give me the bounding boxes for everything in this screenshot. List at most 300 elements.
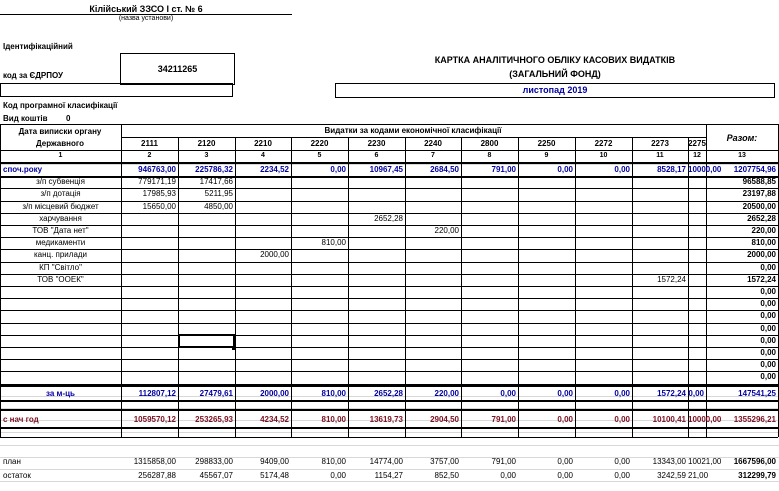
value-cell-2111[interactable] [121,347,176,359]
value-cell-2210[interactable] [235,225,289,237]
value-cell-2111[interactable]: 15650,00 [142,202,176,211]
code-header-2272: 2272 [594,139,613,148]
value-cell-2800[interactable] [461,359,516,371]
value-cell-2250[interactable] [518,201,573,213]
value-cell-2210[interactable] [235,237,289,249]
value-cell-2272[interactable] [575,335,630,347]
value-cell-2800[interactable] [461,213,516,225]
value-cell-2220[interactable] [291,359,346,371]
value-cell-2800[interactable] [461,237,516,249]
rule [632,427,633,437]
value-cell-2800[interactable] [461,323,516,335]
value-cell-2272[interactable] [575,262,630,274]
value-cell-2273[interactable] [632,225,686,237]
value-cell-2120[interactable] [178,262,233,274]
value-cell-2230[interactable]: 14774,00 [369,457,403,466]
value-cell-2240[interactable] [405,213,459,225]
value-cell-2220[interactable]: 810,00 [321,415,346,424]
month-value: листопад 2019 [522,85,588,95]
value-cell-2275[interactable] [688,249,704,261]
value-cell-2111[interactable] [121,359,176,371]
value-cell-2275[interactable]: 10000,00 [688,415,722,424]
column-number: 3 [204,152,209,159]
value-cell-2273[interactable] [632,176,686,188]
code-header-2240: 2240 [424,139,442,148]
value-cell-2220[interactable] [291,262,346,274]
value-cell-2800[interactable] [461,347,516,359]
value-cell-2210[interactable] [235,274,289,286]
ident-label: Ідентифікаційний [3,42,73,51]
value-cell-2800[interactable] [461,201,516,213]
school-caption: (назва установи) [118,15,174,22]
value-cell-2800[interactable] [461,335,516,347]
value-cell-2250[interactable]: 0,00 [557,165,573,174]
value-cell-2210[interactable] [235,335,289,347]
value-cell-2230[interactable] [348,237,403,249]
value-cell-2272[interactable]: 0,00 [614,165,630,174]
value-cell-2111[interactable] [121,213,176,225]
value-cell-2240[interactable] [405,335,459,347]
value-cell-2273[interactable] [632,371,686,383]
value-cell-2210[interactable] [235,310,289,322]
value-cell-2220[interactable]: 0,00 [330,471,346,480]
value-cell-2220[interactable] [291,310,346,322]
value-cell-2111[interactable] [121,225,176,237]
value-cell-2230[interactable] [348,286,403,298]
value-cell-2273[interactable] [632,347,686,359]
fill-handle[interactable] [232,346,236,350]
value-cell-2111[interactable] [121,298,176,310]
value-cell-2240[interactable] [405,298,459,310]
value-cell-2210[interactable] [235,298,289,310]
value-cell-2220[interactable] [291,298,346,310]
value-cell-2275[interactable]: 0,00 [688,389,704,398]
value-cell-2240[interactable]: 220,00 [434,389,459,398]
value-cell-2250[interactable] [518,298,573,310]
row-total[interactable]: 312299,79 [738,471,776,480]
value-cell-2800[interactable] [461,262,516,274]
value-cell-2220[interactable] [291,225,346,237]
group-header: Видатки за кодами економічної класифікації [324,126,502,135]
row-total[interactable]: 220,00 [751,226,776,235]
value-cell-2120[interactable]: 17417,66 [199,177,233,186]
value-cell-2275[interactable] [688,201,704,213]
value-cell-2250[interactable] [518,213,573,225]
value-cell-2275[interactable] [688,262,704,274]
value-cell-2120[interactable] [178,225,233,237]
value-cell-2273[interactable] [632,323,686,335]
value-cell-2275[interactable] [688,298,704,310]
row-total[interactable]: 1572,24 [747,275,776,284]
value-cell-2272[interactable] [575,323,630,335]
value-cell-2800[interactable] [461,286,516,298]
value-cell-2800[interactable] [461,176,516,188]
value-cell-2275[interactable] [688,359,704,371]
value-cell-2800[interactable]: 791,00 [491,457,516,466]
value-cell-2800[interactable]: 0,00 [500,471,516,480]
value-cell-2250[interactable] [518,371,573,383]
value-cell-2273[interactable]: 13343,00 [652,457,686,466]
value-cell-2273[interactable] [632,359,686,371]
value-cell-2250[interactable] [518,347,573,359]
rule [518,427,519,437]
value-cell-2230[interactable] [348,359,403,371]
value-cell-2230[interactable]: 2652,28 [374,214,403,223]
value-cell-2275[interactable]: 21,00 [688,471,709,480]
value-cell-2250[interactable]: 0,00 [557,389,573,398]
value-cell-2220[interactable] [291,213,346,225]
value-cell-2111[interactable]: 112807,12 [138,389,176,398]
row-label [0,310,121,322]
row-total[interactable]: 0,00 [760,311,776,320]
value-cell-2230[interactable]: 1154,27 [374,471,403,480]
value-cell-2240[interactable] [405,176,459,188]
row-total[interactable]: 1355296,21 [733,415,776,424]
row-label: з/п місцевий бюджет [22,202,99,211]
value-cell-2120[interactable] [178,310,233,322]
row-total[interactable]: 0,00 [760,324,776,333]
value-cell-2250[interactable] [518,310,573,322]
value-cell-2250[interactable] [518,237,573,249]
value-cell-2273[interactable]: 10100,41 [652,415,686,424]
value-cell-2111[interactable] [121,262,176,274]
value-cell-2220[interactable]: 810,00 [321,389,346,398]
value-cell-2111[interactable]: 256287,88 [138,471,176,480]
value-cell-2240[interactable] [405,371,459,383]
row-total[interactable]: 0,00 [760,287,776,296]
value-cell-2220[interactable] [291,371,346,383]
value-cell-2240[interactable] [405,262,459,274]
value-cell-2273[interactable] [632,201,686,213]
rule [0,427,1,437]
value-cell-2240[interactable] [405,359,459,371]
rule [291,427,292,437]
value-cell-2240[interactable] [405,274,459,286]
value-cell-2210[interactable]: 5174,48 [260,471,289,480]
value-cell-2111[interactable] [121,335,176,347]
value-cell-2230[interactable]: 2652,28 [374,389,403,398]
value-cell-2240[interactable] [405,323,459,335]
value-cell-2111[interactable]: 779171,19 [138,177,176,186]
value-cell-2272[interactable] [575,347,630,359]
value-cell-2273[interactable]: 1572,24 [657,275,686,284]
value-cell-2240[interactable] [405,310,459,322]
row-total[interactable]: 20500,00 [742,202,776,211]
value-cell-2220[interactable]: 810,00 [321,238,346,247]
value-cell-2210[interactable]: 2000,00 [260,389,289,398]
row-label [0,359,121,371]
value-cell-2230[interactable] [348,176,403,188]
value-cell-2220[interactable] [291,249,346,261]
value-cell-2275[interactable] [688,188,704,200]
row-total[interactable]: 23197,88 [742,189,776,198]
value-cell-2120[interactable] [178,249,233,261]
value-cell-2230[interactable]: 13619,73 [369,415,403,424]
value-cell-2120[interactable]: 253265,93 [195,415,233,424]
value-cell-2250[interactable] [518,335,573,347]
value-cell-2230[interactable] [348,201,403,213]
value-cell-2272[interactable] [575,237,630,249]
value-cell-2272[interactable] [575,371,630,383]
edrpou-value: 34211265 [157,64,198,74]
value-cell-2273[interactable] [632,249,686,261]
value-cell-2275[interactable] [688,176,704,188]
value-cell-2240[interactable] [405,237,459,249]
value-cell-2272[interactable]: 0,00 [614,471,630,480]
row-total[interactable]: 0,00 [760,348,776,357]
value-cell-2220[interactable] [291,335,346,347]
value-cell-2230[interactable] [348,225,403,237]
value-cell-2111[interactable]: 17985,93 [142,189,176,198]
value-cell-2120[interactable] [178,298,233,310]
value-cell-2272[interactable] [575,213,630,225]
value-cell-2273[interactable] [632,286,686,298]
row-total[interactable]: 1207754,96 [733,165,776,174]
value-cell-2230[interactable] [348,347,403,359]
row-total[interactable]: 2652,28 [747,214,776,223]
value-cell-2230[interactable] [348,371,403,383]
value-cell-2275[interactable] [688,213,704,225]
code-header-2800: 2800 [480,139,499,148]
column-number: 6 [374,152,379,159]
value-cell-2220[interactable] [291,188,346,200]
value-cell-2111[interactable] [121,323,176,335]
value-cell-2230[interactable] [348,249,403,261]
value-cell-2250[interactable] [518,176,573,188]
value-cell-2250[interactable] [518,359,573,371]
value-cell-2210[interactable] [235,201,289,213]
value-cell-2210[interactable] [235,213,289,225]
value-cell-2272[interactable] [575,225,630,237]
row-label [0,347,121,359]
value-cell-2120[interactable] [178,237,233,249]
value-cell-2272[interactable] [575,201,630,213]
value-cell-2800[interactable] [461,249,516,261]
value-cell-2210[interactable] [235,286,289,298]
value-cell-2240[interactable] [405,286,459,298]
value-cell-2120[interactable] [178,359,233,371]
value-cell-2800[interactable] [461,310,516,322]
value-cell-2230[interactable] [348,274,403,286]
rule [575,427,576,437]
row-total[interactable]: 1667596,00 [733,457,776,466]
value-cell-2800[interactable] [461,371,516,383]
value-cell-2230[interactable] [348,298,403,310]
value-cell-2240[interactable] [405,188,459,200]
value-cell-2275[interactable] [688,310,704,322]
value-cell-2111[interactable] [121,310,176,322]
value-cell-2111[interactable]: 1059570,12 [133,415,176,424]
value-cell-2273[interactable] [632,335,686,347]
value-cell-2250[interactable] [518,249,573,261]
value-cell-2275[interactable] [688,225,704,237]
value-cell-2800[interactable]: 791,00 [491,415,516,424]
value-cell-2273[interactable]: 1572,24 [657,389,686,398]
row-total[interactable]: 0,00 [760,263,776,272]
row-label [0,298,121,310]
value-cell-2273[interactable] [632,188,686,200]
value-cell-2272[interactable]: 0,00 [614,389,630,398]
value-cell-2800[interactable]: 791,00 [491,165,516,174]
value-cell-2800[interactable]: 0,00 [500,389,516,398]
value-cell-2220[interactable] [291,274,346,286]
rule [688,427,689,437]
value-cell-2220[interactable]: 0,00 [330,165,346,174]
value-cell-2111[interactable] [121,249,176,261]
value-cell-2210[interactable] [235,347,289,359]
value-cell-2230[interactable] [348,335,403,347]
value-cell-2120[interactable]: 5211,95 [204,189,233,198]
value-cell-2250[interactable]: 0,00 [557,471,573,480]
column-number: 11 [656,152,664,159]
school-name: Кілійський ЗЗСО І ст. № 6 [89,4,203,14]
value-cell-2272[interactable] [575,310,630,322]
value-cell-2275[interactable] [688,323,704,335]
value-cell-2250[interactable] [518,262,573,274]
value-cell-2230[interactable] [348,188,403,200]
rule [348,427,349,437]
rule [0,437,778,438]
column-number: 9 [544,152,549,159]
value-cell-2230[interactable] [348,310,403,322]
value-cell-2111[interactable] [121,237,176,249]
value-cell-2275[interactable] [688,237,704,249]
value-cell-2111[interactable]: 946763,00 [138,165,176,174]
value-cell-2240[interactable]: 2684,50 [430,165,459,174]
value-cell-2210[interactable] [235,371,289,383]
value-cell-2210[interactable]: 4234,52 [260,415,289,424]
value-cell-2275[interactable] [688,274,704,286]
value-cell-2275[interactable]: 10021,00 [688,457,722,466]
value-cell-2210[interactable]: 9409,00 [260,457,289,466]
value-cell-2275[interactable] [688,286,704,298]
value-cell-2800[interactable] [461,298,516,310]
column-number: 10 [599,152,608,159]
column-number: 4 [261,152,265,159]
value-cell-2220[interactable] [291,201,346,213]
value-cell-2240[interactable] [405,347,459,359]
value-cell-2272[interactable] [575,188,630,200]
column-number: 13 [738,152,746,159]
value-cell-2210[interactable]: 2234,52 [260,165,289,174]
value-cell-2111[interactable] [121,371,176,383]
value-cell-2210[interactable] [235,359,289,371]
value-cell-2120[interactable] [178,286,233,298]
value-cell-2272[interactable]: 0,00 [614,415,630,424]
value-cell-2240[interactable]: 852,50 [434,471,459,480]
column-number: 2 [147,152,152,159]
value-cell-2220[interactable] [291,286,346,298]
row-total[interactable]: 147541,25 [738,389,776,398]
value-cell-2210[interactable] [235,262,289,274]
value-cell-2272[interactable] [575,298,630,310]
value-cell-2240[interactable]: 220,00 [434,226,459,235]
value-cell-2111[interactable]: 1315858,00 [133,457,176,466]
value-cell-2275[interactable] [688,371,704,383]
value-cell-2240[interactable]: 2904,50 [430,415,459,424]
value-cell-2240[interactable] [405,249,459,261]
value-cell-2273[interactable] [632,262,686,274]
value-cell-2275[interactable] [688,347,704,359]
row-label: остаток [3,471,31,480]
value-cell-2272[interactable] [575,359,630,371]
value-cell-2210[interactable]: 2000,00 [260,250,289,259]
value-cell-2275[interactable] [688,335,704,347]
row-total[interactable]: 96588,85 [742,177,776,186]
value-cell-2250[interactable] [518,323,573,335]
value-cell-2230[interactable] [348,323,403,335]
row-total[interactable]: 0,00 [760,336,776,345]
row-total[interactable]: 2000,00 [747,250,776,259]
value-cell-2250[interactable]: 0,00 [557,415,573,424]
value-cell-2250[interactable] [518,286,573,298]
value-cell-2120[interactable]: 27479,61 [199,389,233,398]
value-cell-2120[interactable]: 4850,00 [204,202,233,211]
value-cell-2230[interactable]: 10967,45 [369,165,403,174]
value-cell-2120[interactable] [178,274,233,286]
value-cell-2275[interactable]: 10000,00 [688,165,722,174]
value-cell-2120[interactable] [178,371,233,383]
value-cell-2120[interactable]: 298833,00 [195,457,233,466]
value-cell-2210[interactable] [235,323,289,335]
value-cell-2120[interactable] [178,213,233,225]
value-cell-2210[interactable] [235,188,289,200]
value-cell-2272[interactable] [575,286,630,298]
value-cell-2120[interactable] [178,347,233,359]
value-cell-2240[interactable]: 3757,00 [430,457,459,466]
value-cell-2220[interactable] [291,347,346,359]
value-cell-2111[interactable] [121,274,176,286]
selected-cell[interactable] [178,334,235,348]
row-total[interactable]: 0,00 [760,299,776,308]
value-cell-2800[interactable] [461,188,516,200]
value-cell-2220[interactable]: 810,00 [321,457,346,466]
code-header-2230: 2230 [367,139,386,148]
value-cell-2800[interactable] [461,225,516,237]
value-cell-2250[interactable] [518,225,573,237]
value-cell-2220[interactable] [291,323,346,335]
value-cell-2273[interactable] [632,213,686,225]
value-cell-2230[interactable] [348,262,403,274]
value-cell-2111[interactable] [121,286,176,298]
value-cell-2210[interactable] [235,176,289,188]
value-cell-2272[interactable]: 0,00 [614,457,630,466]
value-cell-2272[interactable] [575,274,630,286]
value-cell-2273[interactable]: 8528,17 [657,165,686,174]
code-header-2220: 2220 [310,139,329,148]
row-total[interactable]: 0,00 [760,360,776,369]
rule [0,385,778,387]
value-cell-2250[interactable] [518,274,573,286]
value-cell-2272[interactable] [575,176,630,188]
row-total[interactable]: 0,00 [760,372,776,381]
row-total[interactable]: 810,00 [751,238,776,247]
value-cell-2120[interactable]: 45567,07 [199,471,233,480]
value-cell-2240[interactable] [405,201,459,213]
value-cell-2250[interactable]: 0,00 [557,457,573,466]
value-cell-2273[interactable]: 3242,59 [657,471,686,480]
value-cell-2273[interactable] [632,298,686,310]
value-cell-2120[interactable]: 225786,32 [195,165,233,174]
value-cell-2272[interactable] [575,249,630,261]
value-cell-2273[interactable] [632,237,686,249]
date-header-line2: Державного [36,139,84,148]
value-cell-2273[interactable] [632,310,686,322]
value-cell-2220[interactable] [291,176,346,188]
row-label [0,286,121,298]
value-cell-2800[interactable] [461,274,516,286]
value-cell-2250[interactable] [518,188,573,200]
